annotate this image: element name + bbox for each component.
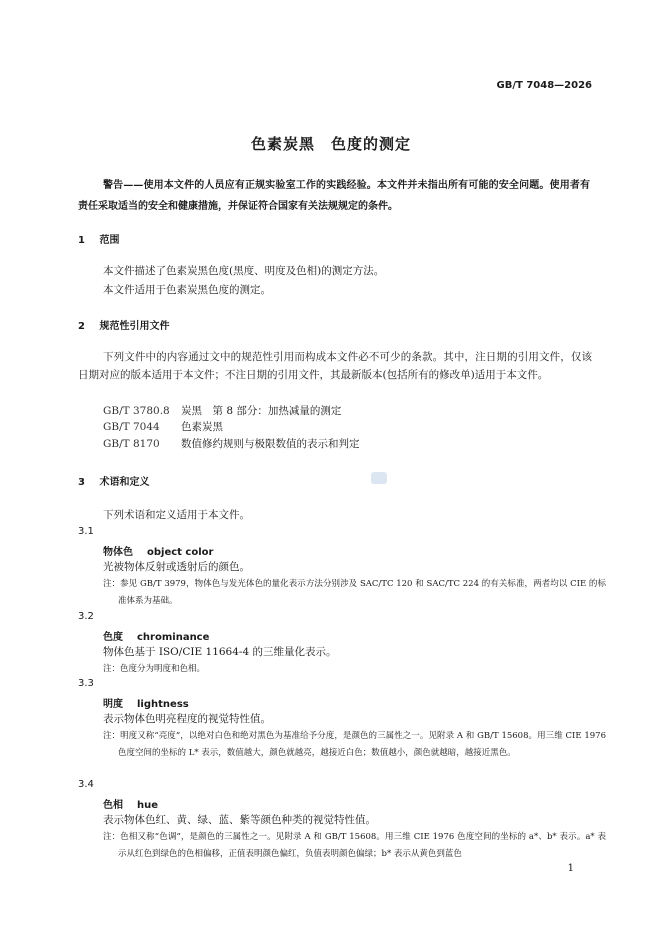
- term-number: 3.3: [78, 678, 94, 689]
- term-note: 注：色相又称“色调”，是颜色的三属性之一。见附录 A 和 GB/T 15608。用三维 CIE 1976 色度空间的坐标的 a*、b* 表示。a* 表示从红色到绿色的色相偏移，正值表明颜色偏红，负值表明颜色偏绿；b* 表示从黄色到蓝色: [103, 832, 606, 859]
- reference-title: 数值修约规则与极限数值的表示和判定: [181, 438, 360, 450]
- section-1-heading: [78, 231, 119, 246]
- term-definition: 光被物体反射或透射后的颜色。: [103, 561, 250, 573]
- term-chinese: 色度: [103, 632, 123, 643]
- section-2-heading: [78, 317, 169, 332]
- term-english: lightness: [137, 699, 189, 710]
- term-note: 注：色度分为明度和色相。: [103, 664, 206, 674]
- safety-warning: 警告——使用本文件的人员应有正规实验室工作的实践经验。本文件并未指出所有可能的安全问题。使用者有责任采取适当的安全和健康措施，并保证符合国家有关法规规定的条件。: [78, 180, 590, 212]
- section-1-number: 1: [78, 235, 85, 246]
- reference-code: GB/T 3780.8: [103, 405, 170, 417]
- document-title: 色素炭黑 色度的测定: [250, 135, 411, 153]
- terms-intro: 下列术语和定义适用于本文件。: [103, 509, 250, 521]
- normative-references-intro: 下列文件中的内容通过文中的规范性引用而构成本文件必不可少的条款。其中，注日期的引用文件，仅该日期对应的版本适用于本文件；不注日期的引用文件，其最新版本(包括所有的修改单)适用于本文件。: [78, 351, 592, 381]
- term-chinese: 色相: [103, 800, 123, 811]
- reference-item: [103, 436, 360, 451]
- reference-title: 色素炭黑: [181, 421, 223, 433]
- term-number: 3.4: [78, 779, 94, 790]
- section-3-number: 3: [78, 477, 85, 488]
- term-chinese: 物体色: [103, 547, 133, 558]
- term-definition: 物体色基于 ISO/CIE 11664-4 的三维量化表示。: [103, 646, 337, 658]
- reference-title: 炭黑 第 8 部分：加热减量的测定: [181, 405, 342, 417]
- scope-paragraph-1: 本文件描述了色素炭黑色度(黑度、明度及色相)的测定方法。: [103, 265, 385, 277]
- standard-code: GB/T 7048—2026: [496, 80, 592, 91]
- page-number: 1: [567, 863, 574, 874]
- term-number: 3.2: [78, 611, 94, 622]
- reference-item: [103, 403, 341, 418]
- reference-code: GB/T 7044: [103, 421, 160, 433]
- term-english: chrominance: [137, 632, 210, 643]
- section-3-heading: [78, 473, 149, 488]
- reference-code: GB/T 8170: [103, 438, 160, 450]
- scope-paragraph-2: 本文件适用于色素炭黑色度的测定。: [103, 284, 271, 296]
- section-3-title: 术语和定义: [99, 477, 150, 488]
- term-definition: 表示物体色明亮程度的视觉特性值。: [103, 713, 271, 725]
- reference-item: [103, 419, 223, 434]
- watermark-logo-icon: [371, 472, 387, 484]
- section-1-title: 范围: [99, 235, 120, 246]
- section-2-number: 2: [78, 321, 85, 332]
- term-english: object color: [147, 547, 214, 558]
- term-heading: [103, 796, 158, 811]
- term-note: 注：明度又称“亮度”，以绝对白色和绝对黑色为基准给予分度，是颜色的三属性之一。见附录 A 和 GB/T 15608。用三维 CIE 1976 色度空间的坐标的 L* 表示，数值越大，颜色就越亮，越接近白色；数值越小，颜色就越暗，越接近黑色。: [103, 731, 606, 758]
- term-heading: [103, 543, 213, 558]
- term-english: hue: [137, 800, 159, 811]
- term-definition: 表示物体色红、黄、绿、蓝、紫等颜色种类的视觉特性值。: [103, 814, 376, 826]
- term-heading: [103, 695, 189, 710]
- term-chinese: 明度: [103, 699, 123, 710]
- term-heading: [103, 628, 209, 643]
- term-number: 3.1: [78, 526, 94, 537]
- term-note: 注：参见 GB/T 3979，物体色与发光体色的量化表示方法分别涉及 SAC/TC 120 和 SAC/TC 224 的有关标准，两者均以 CIE 的标准体系为基础。: [103, 579, 606, 606]
- section-2-title: 规范性引用文件: [99, 321, 170, 332]
